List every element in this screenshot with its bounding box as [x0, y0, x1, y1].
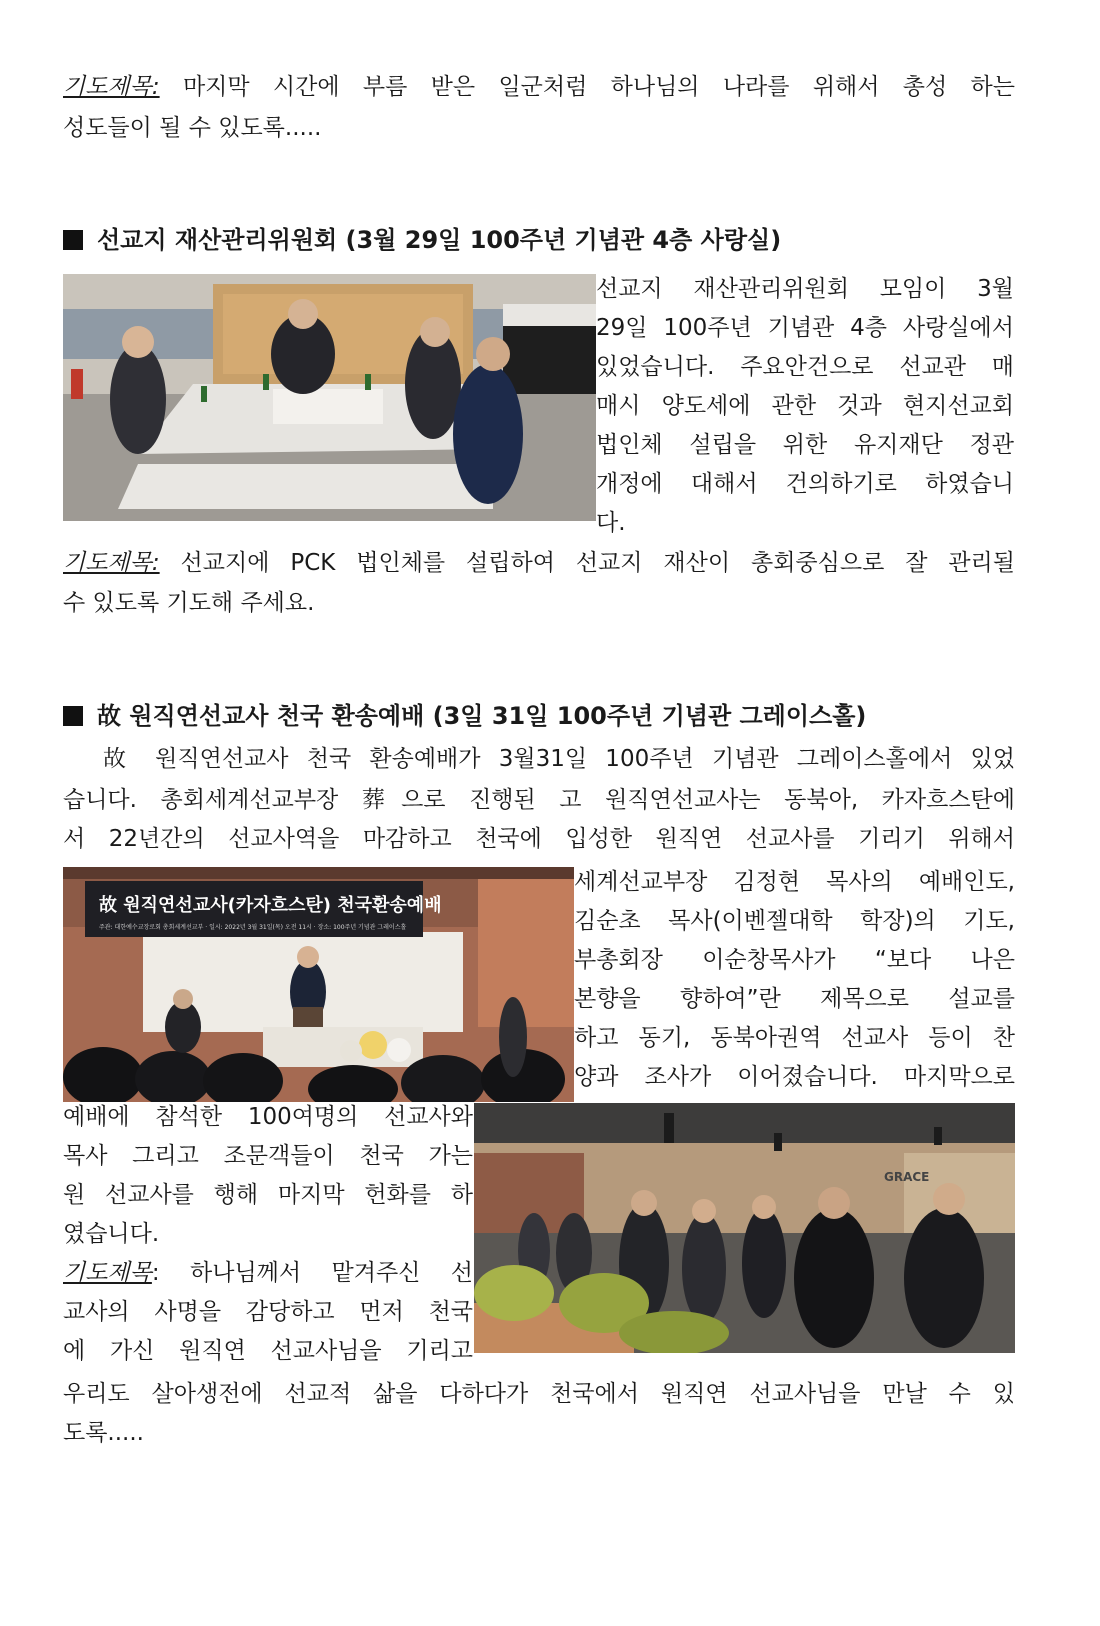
body-line: 법인체 설립을 위한 유지재단 정관 — [596, 432, 1014, 458]
prayer-line: 성도들이 될 수 있도록..... — [63, 115, 322, 141]
body-line: 원 선교사를 행해 마지막 헌화를 하 — [63, 1182, 473, 1208]
flower-offering-photo — [474, 1103, 1015, 1353]
body-line: 김순초 목사(이벤젤대학 학장)의 기도, — [574, 908, 1015, 934]
body-line: 서 22년간의 선교사역을 마감하고 천국에 입성한 원직연 선교사를 기리기 위해서 — [63, 826, 1015, 852]
body-line: 29일 100주년 기념관 4층 사랑실에서 — [596, 315, 1014, 341]
body-line: 목사 그리고 조문객들이 천국 가는 — [63, 1143, 473, 1169]
body-line: 매시 양도세에 관한 것과 현지선교회 — [596, 393, 1014, 419]
body-line: 부총회장 이순창목사가 “보다 나은 — [574, 947, 1015, 973]
prayer-colon: : — [151, 1260, 160, 1286]
prayer-line: 수 있도록 기도해 주세요. — [63, 590, 315, 616]
body-line: 세계선교부장 김정현 목사의 예배인도, — [574, 869, 1015, 895]
prayer-line: 교사의 사명을 감당하고 먼저 천국 — [63, 1299, 473, 1325]
banner-title: 故 원직연선교사(카자흐스탄) 천국환송예배 — [99, 895, 442, 916]
meeting-photo — [63, 274, 596, 521]
heading-text: 선교지 재산관리위원회 (3월 29일 100주년 기념관 4층 사랑실) — [97, 226, 782, 254]
banner-subtitle: 주관: 대한예수교장로회 총회세계선교부 · 일시: 2022년 3월 31일(목) 오전 11시 · 장소: 100주년 기념관 그레이스홀 — [99, 924, 407, 931]
prayer-line: 우리도 살아생전에 선교적 삶을 다하다가 천국에서 원직연 선교사님을 만날 수 있 — [63, 1381, 1015, 1407]
heading-text: 故 원직연선교사 천국 환송예배 (3일 31일 100주년 기념관 그레이스홀) — [97, 702, 867, 730]
prayer-label: 기도제목: — [63, 74, 160, 100]
body-line: 있었습니다. 주요안건으로 선교관 매 — [596, 354, 1014, 380]
body-line: 양과 조사가 이어졌습니다. 마지막으로 — [574, 1064, 1015, 1090]
prayer-line: 도록..... — [63, 1420, 144, 1446]
square-bullet-icon — [63, 706, 83, 726]
prayer-line — [63, 550, 1015, 576]
section-heading — [63, 226, 781, 254]
prayer-line — [63, 1260, 473, 1286]
prayer-text: 마지막 시간에 부름 받은 일군처럼 하나님의 나라를 위해서 총성 하는 — [182, 74, 1015, 100]
prayer-label: 기도제목: — [63, 550, 160, 576]
body-line: 故 원직연선교사 천국 환송예배가 3월31일 100주년 기념관 그레이스홀에서 있었 — [103, 746, 1015, 772]
body-line: 였습니다. — [63, 1221, 160, 1247]
body-line: 본향을 향하여”란 제목으로 설교를 — [574, 986, 1015, 1012]
prayer-line: 에 가신 원직연 선교사님을 기리고 — [63, 1338, 473, 1364]
prayer-line — [63, 74, 1015, 100]
body-line: 습니다. 총회세계선교부장 葬으로 진행된 고 원직연선교사는 동북아, 카자흐스탄에 — [63, 787, 1015, 813]
grace-sign: GRACE — [884, 1170, 930, 1184]
square-bullet-icon — [63, 230, 83, 250]
prayer-text: 하나님께서 맡겨주신 선 — [190, 1260, 473, 1286]
section-heading — [63, 702, 866, 730]
body-line: 예배에 참석한 100여명의 선교사와 — [63, 1104, 473, 1130]
memorial-service-photo — [63, 867, 574, 1102]
body-line: 선교지 재산관리위원회 모임이 3월 — [596, 276, 1014, 302]
body-line: 하고 동기, 동북아권역 선교사 등이 찬 — [574, 1025, 1015, 1051]
prayer-text: 선교지에 PCK 법인체를 설립하여 선교지 재산이 총회중심으로 잘 관리될 — [180, 550, 1015, 576]
body-line: 개정에 대해서 건의하기로 하였습니 — [596, 471, 1014, 497]
prayer-label: 기도제목 — [63, 1260, 152, 1286]
body-line: 다. — [596, 510, 626, 536]
